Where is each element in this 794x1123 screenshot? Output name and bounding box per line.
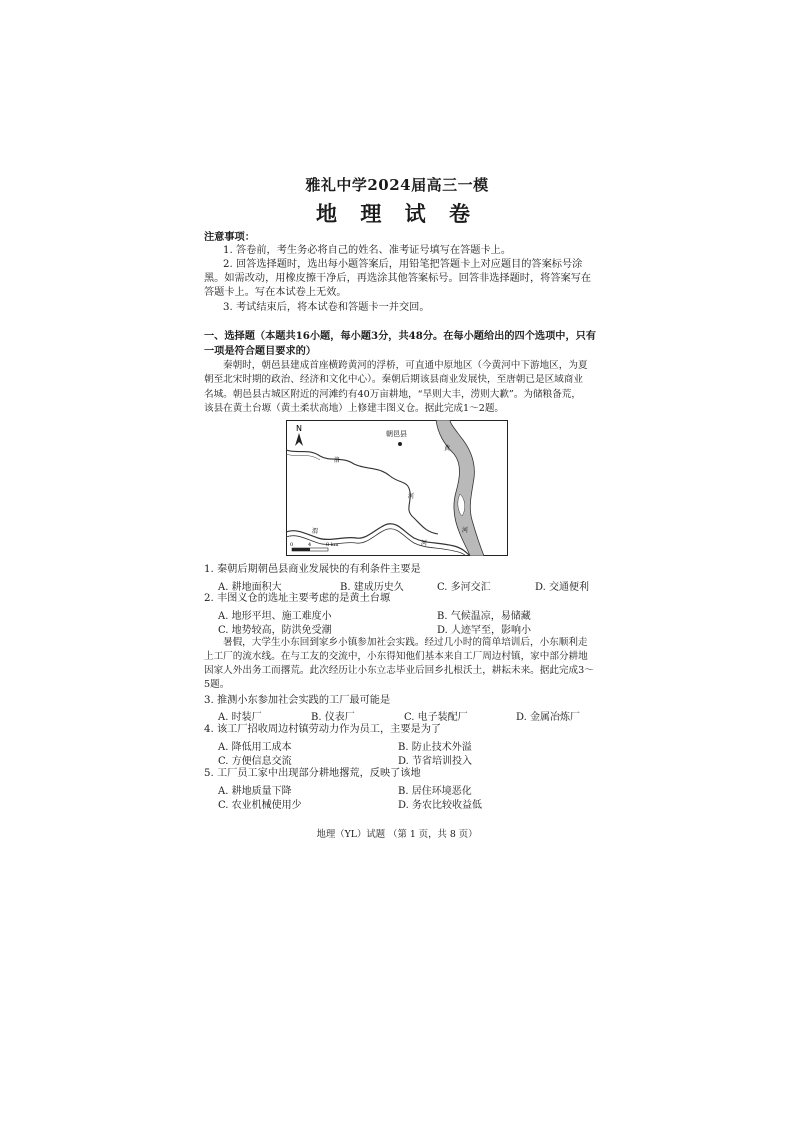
notice-item: 答题卡上。写在本试卷上无效。 (204, 287, 347, 298)
county-label: 朝邑县 (386, 430, 407, 438)
question-stem: 5. 工厂员工家中出现部分耕地撂荒，反映了该地 (204, 768, 421, 779)
school-title: 雅礼中学2024届高三一模 (305, 176, 489, 194)
option[interactable]: D. 务农比较收益低 (398, 800, 483, 811)
passage-line: 名城。朝邑县古城区附近的河滩约有40万亩耕地，“旱则大丰，涝则大歉”。为储粮备荒， (204, 389, 581, 400)
page-footer: 地理（YL）试题 （第 1 页，共 8 页） (316, 829, 478, 840)
option[interactable]: C. 电子装配厂 (404, 712, 468, 723)
scale-bar (292, 548, 328, 551)
notice-item: 3. 考试结束后，将本试卷和答题卡一并交回。 (223, 302, 430, 313)
option[interactable]: B. 气候温凉，易储藏 (437, 611, 531, 622)
river-char: 黄 (444, 445, 451, 452)
option[interactable]: A. 耕地质量下降 (218, 786, 292, 797)
option[interactable]: C. 多河交汇 (437, 582, 491, 593)
option[interactable]: A. 耕地面积大 (218, 582, 282, 593)
passage-line: 朝至北宋时期的政治、经济和文化中心）。秦朝后期该县商业发展快，至唐朝已是区域商业 (204, 374, 583, 385)
notice-item: 1. 答卷前，考生务必将自己的姓名、准考证号填写在答题卡上。 (223, 245, 512, 256)
exam-title: 地 理 试 卷 (316, 201, 478, 226)
option[interactable]: D. 人迹罕至，影响小 (437, 625, 532, 636)
scale-label: 4 (308, 542, 312, 548)
option[interactable]: C. 地势较高，防洪免受潮 (218, 625, 332, 636)
option[interactable]: B. 仪表厂 (311, 712, 355, 723)
option[interactable]: D. 金属冶炼厂 (516, 712, 581, 723)
county-dot-icon (398, 442, 402, 446)
option[interactable]: C. 方便信息交流 (218, 756, 292, 767)
section-heading: 一、选择题（本题共16小题，每小题3分，共48分。在每小题给出的四个选项中，只有 (204, 330, 597, 342)
passage-line: 该县在黄土台塬（黄土柔状高地）上修建丰图义仓。据此完成1～2题。 (204, 403, 505, 414)
option[interactable]: D. 节省培训投入 (398, 756, 473, 767)
notice-item: 黑。如需改动，用橡皮擦干净后，再选涂其他答案标号。回答非选择题时，将答案写在 (204, 273, 592, 284)
passage-line: 暑假，大学生小东回到家乡小镇参加社会实践。经过几小时的简单培训后，小东顺利走 (223, 637, 588, 648)
question-stem: 1. 秦朝后期朝邑县商业发展快的有利条件主要是 (204, 564, 421, 575)
river-char: 河 (408, 493, 415, 500)
scale-label: 8 km (326, 542, 339, 548)
option[interactable]: A. 降低用工成本 (218, 742, 292, 753)
notice-item: 2. 回答选择题时，选出每小题答案后，用铅笔把答题卡上对应题目的答案标号涂 (223, 259, 583, 270)
passage-line: 因家人外出务工而撂荒。此次经历让小东立志毕业后回乡扎根沃土，耕耘未来。据此完成3～ (204, 665, 594, 676)
passage-line: 5题。 (204, 679, 230, 690)
scale-label: 0 (290, 542, 294, 548)
option[interactable]: B. 居住环境恶化 (398, 786, 472, 797)
north-label: N (296, 424, 302, 433)
option[interactable]: B. 防止技术外溢 (398, 742, 472, 753)
option[interactable]: B. 建成历史久 (340, 582, 404, 593)
passage-line: 上工厂的流水线。在与工友的交流中，小东得知他们基本来自工厂周边村镇，家中部分耕地 (204, 651, 588, 662)
passage-line: 秦朝时，朝邑县建成首座横跨黄河的浮桥，可直通中原地区（今黄河中下游地区，为夏 (223, 360, 588, 371)
question-stem: 3. 推测小东参加社会实践的工厂最可能是 (204, 695, 391, 706)
river-map (286, 420, 508, 556)
section-heading: 一项是符合题目要求的） (204, 345, 317, 357)
notice-heading: 注意事项： (204, 231, 255, 243)
question-stem: 4. 该工厂招收周边村镇劳动力作为员工，主要是为了 (204, 724, 442, 735)
river-char: 河 (462, 527, 469, 534)
option[interactable]: A. 地形平坦、施工难度小 (218, 611, 332, 622)
option[interactable]: A. 时装厂 (218, 712, 262, 723)
option[interactable]: D. 交通便利 (535, 582, 590, 593)
option[interactable]: C. 农业机械使用少 (218, 800, 302, 811)
river-char: 洛 (334, 457, 341, 464)
river-char: 渭 (312, 528, 319, 535)
river-char: 河 (421, 540, 428, 547)
question-stem: 2. 丰图义仓的选址主要考虑的是黄土台塬 (204, 593, 391, 604)
